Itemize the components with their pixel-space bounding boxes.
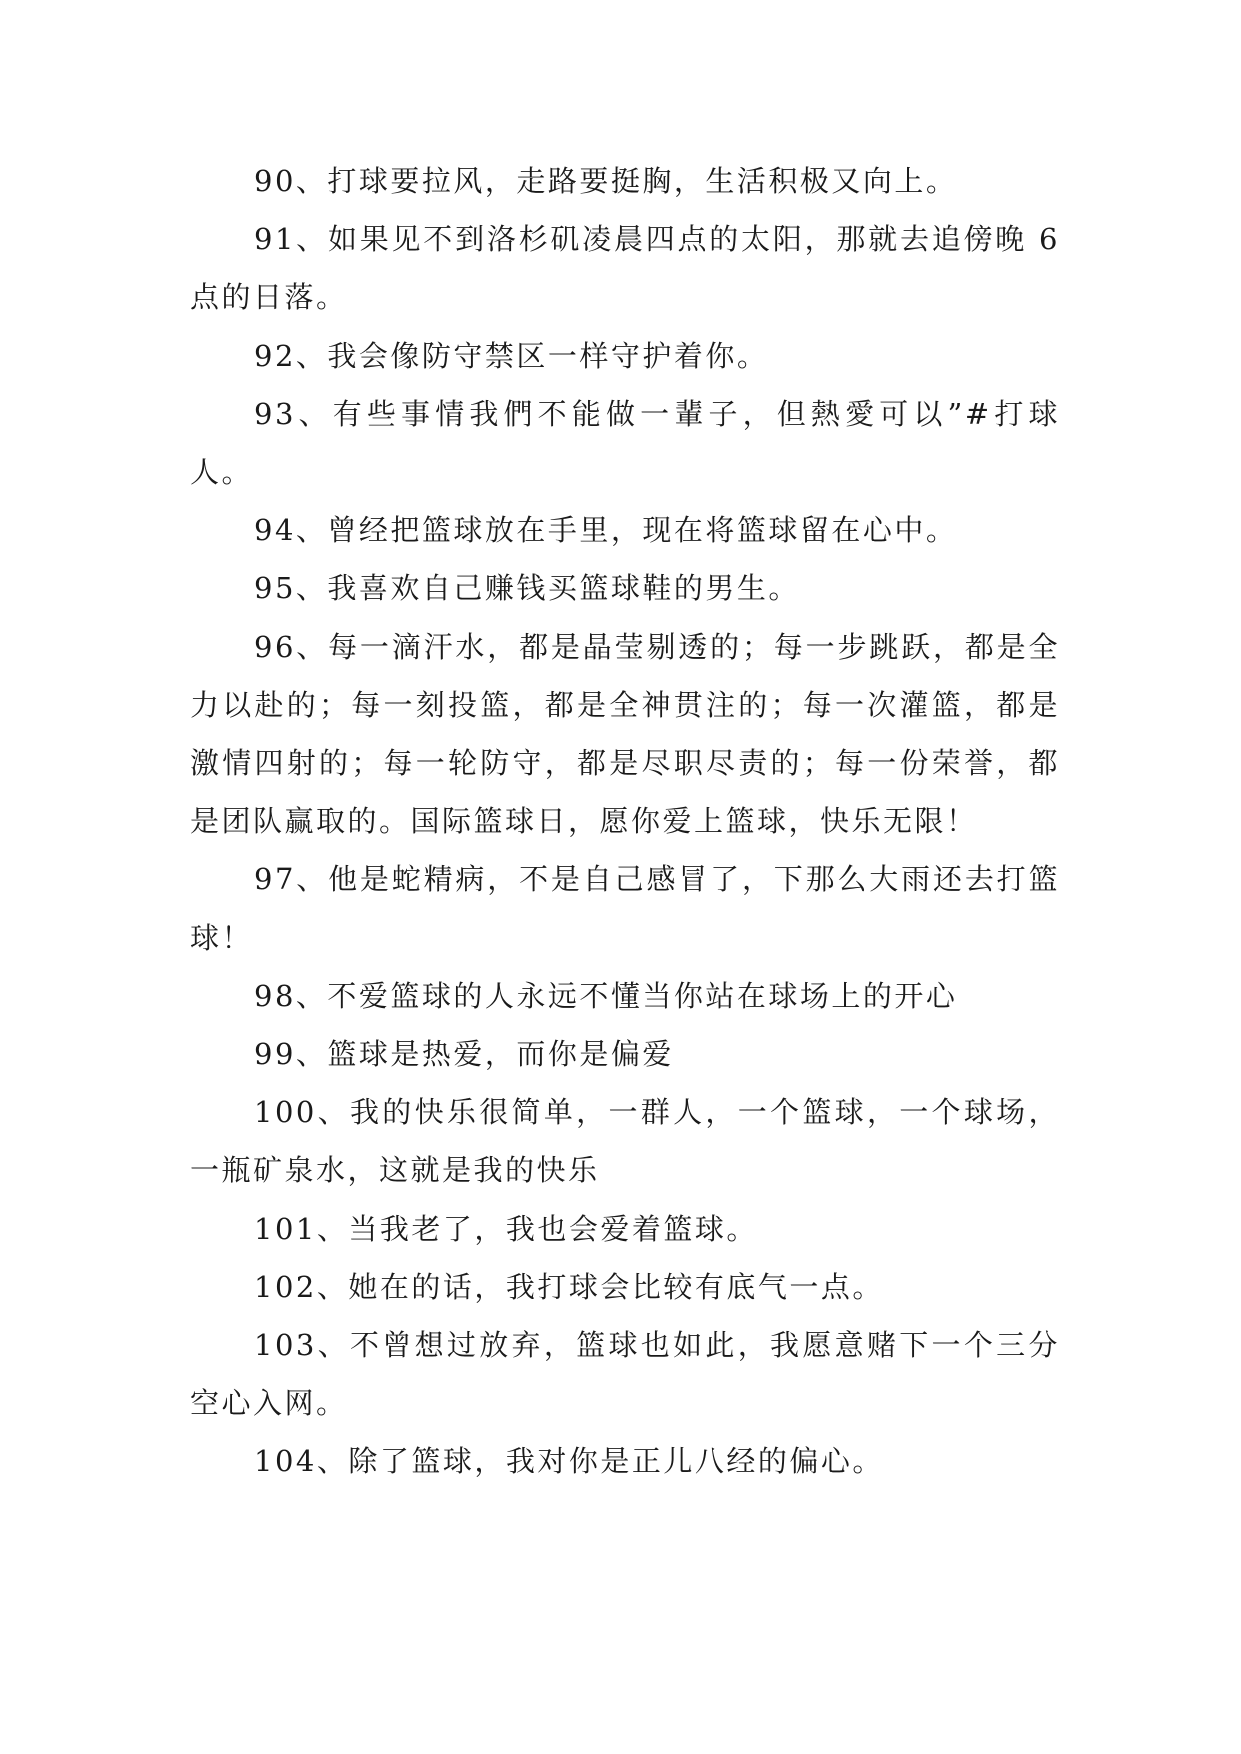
paragraph-100: 100、我的快乐很简单，一群人，一个篮球，一个球场，一瓶矿泉水，这就是我的快乐 [190,1095,1060,1188]
paragraph-94: 94、曾经把篮球放在手里，现在将篮球留在心中。 [254,513,958,548]
paragraph-97: 97、他是蛇精病，不是自己感冒了，下那么大雨还去打篮球！ [190,862,1060,955]
paragraph-91: 91、如果见不到洛杉矶凌晨四点的太阳，那就去追傍晚 6 点的日落。 [190,222,1060,315]
paragraph-104: 104、除了篮球，我对你是正儿八经的偏心。 [254,1444,884,1479]
paragraph-92: 92、我会像防守禁区一样守护着你。 [254,338,769,373]
paragraph-93: 93、有些事情我們不能做一輩子，但熱愛可以”#打球人。 [190,396,1060,490]
paragraph-95: 95、我喜欢自己赚钱买篮球鞋的男生。 [254,571,800,606]
paragraph-96: 96、每一滴汗水，都是晶莹剔透的；每一步跳跃，都是全力以赴的；每一刻投篮，都是全神贯注的；每一次灌篮，都是激情四射的；每一轮防守，都是尽职尽责的；每一份荣誉，都是团队赢取的。国际篮球日，愿你爱上篮球，快乐无限！ [190,629,1060,839]
paragraph-90: 90、打球要拉风，走路要挺胸，生活积极又向上。 [254,164,958,198]
paragraph-99: 99、篮球是热爱，而你是偏爱 [254,1037,674,1072]
paragraph-102: 102、她在的话，我打球会比较有底气一点。 [254,1269,884,1304]
paragraph-103: 103、不曾想过放弃，篮球也如此，我愿意赌下一个三分空心入网。 [190,1328,1060,1421]
paragraph-98: 98、不爱篮球的人永远不懂当你站在球场上的开心 [254,978,958,1013]
document-body [190,152,1060,1491]
paragraph-101: 101、当我老了，我也会爱着篮球。 [254,1211,758,1246]
